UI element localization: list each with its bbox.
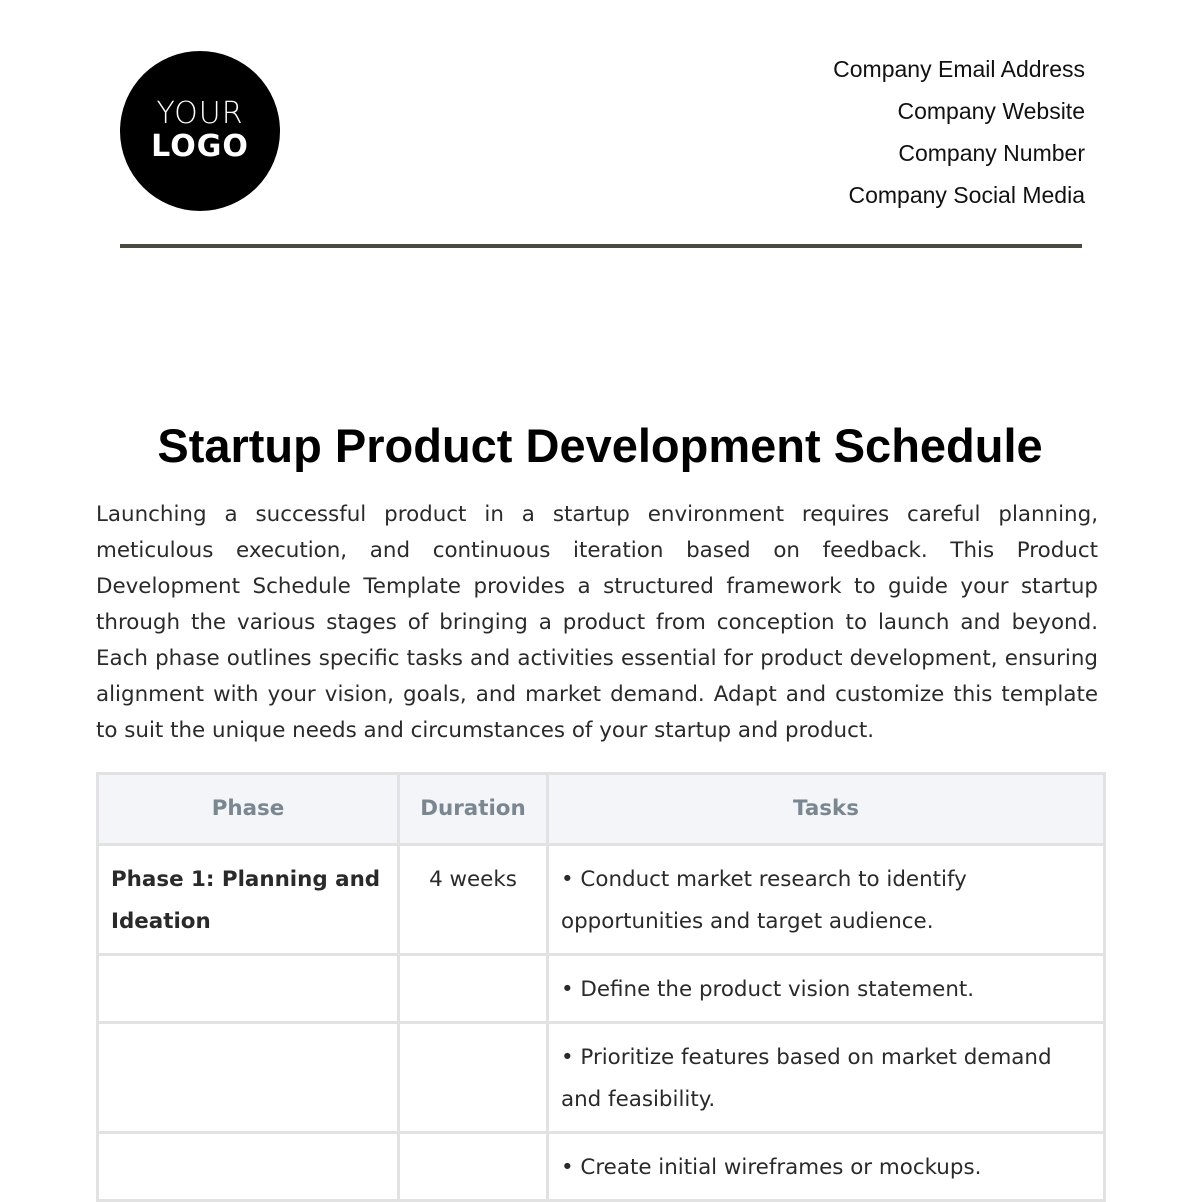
table-row <box>98 955 1105 1023</box>
phase-cell: Phase 1: Planning and Ideation <box>98 845 399 955</box>
duration-cell <box>399 1133 548 1201</box>
company-number: Company Number <box>898 140 1085 166</box>
table-header-row <box>98 774 1105 845</box>
table-row <box>98 1023 1105 1133</box>
document-title: Startup Product Development Schedule <box>157 419 1043 472</box>
company-email: Company Email Address <box>833 56 1085 82</box>
duration-cell <box>399 955 548 1023</box>
header-tasks: Tasks <box>548 774 1105 845</box>
company-logo <box>120 51 280 211</box>
schedule-table <box>96 772 1106 1202</box>
duration-cell: 4 weeks <box>399 845 548 955</box>
phase-cell <box>98 1133 399 1201</box>
phase-cell <box>98 1023 399 1133</box>
table-row <box>98 845 1105 955</box>
logo-text-top: YOUR <box>156 96 244 131</box>
company-website: Company Website <box>897 98 1085 124</box>
task-cell: • Prioritize features based on market demand and feasibility. <box>548 1023 1105 1133</box>
company-social-media: Company Social Media <box>848 182 1085 208</box>
intro-paragraph: Launching a successful product in a startup environment requires careful planning, meticulous execution, and continuous iteration based on feedback. This Product Development Schedule Template provides a structured framework to guide your startup through the various stages of bringing a product from conception to launch and beyond. Each phase outlines specific tasks and activities essential for product development, ensuring alignment with your vision, goals, and market demand. Adapt and customize this template to suit the unique needs and circumstances of your startup and product. <box>96 502 1098 743</box>
task-cell: • Define the product vision statement. <box>548 955 1105 1023</box>
phase-cell <box>98 955 399 1023</box>
company-contact-block <box>833 52 1085 220</box>
header-divider <box>120 244 1082 248</box>
table-row <box>98 1133 1105 1201</box>
logo-text-bottom: LOGO <box>151 129 249 164</box>
header-phase: Phase <box>98 774 399 845</box>
task-cell: • Create initial wireframes or mockups. <box>548 1133 1105 1201</box>
header-duration: Duration <box>399 774 548 845</box>
task-cell: • Conduct market research to identify opportunities and target audience. <box>548 845 1105 955</box>
duration-cell <box>399 1023 548 1133</box>
